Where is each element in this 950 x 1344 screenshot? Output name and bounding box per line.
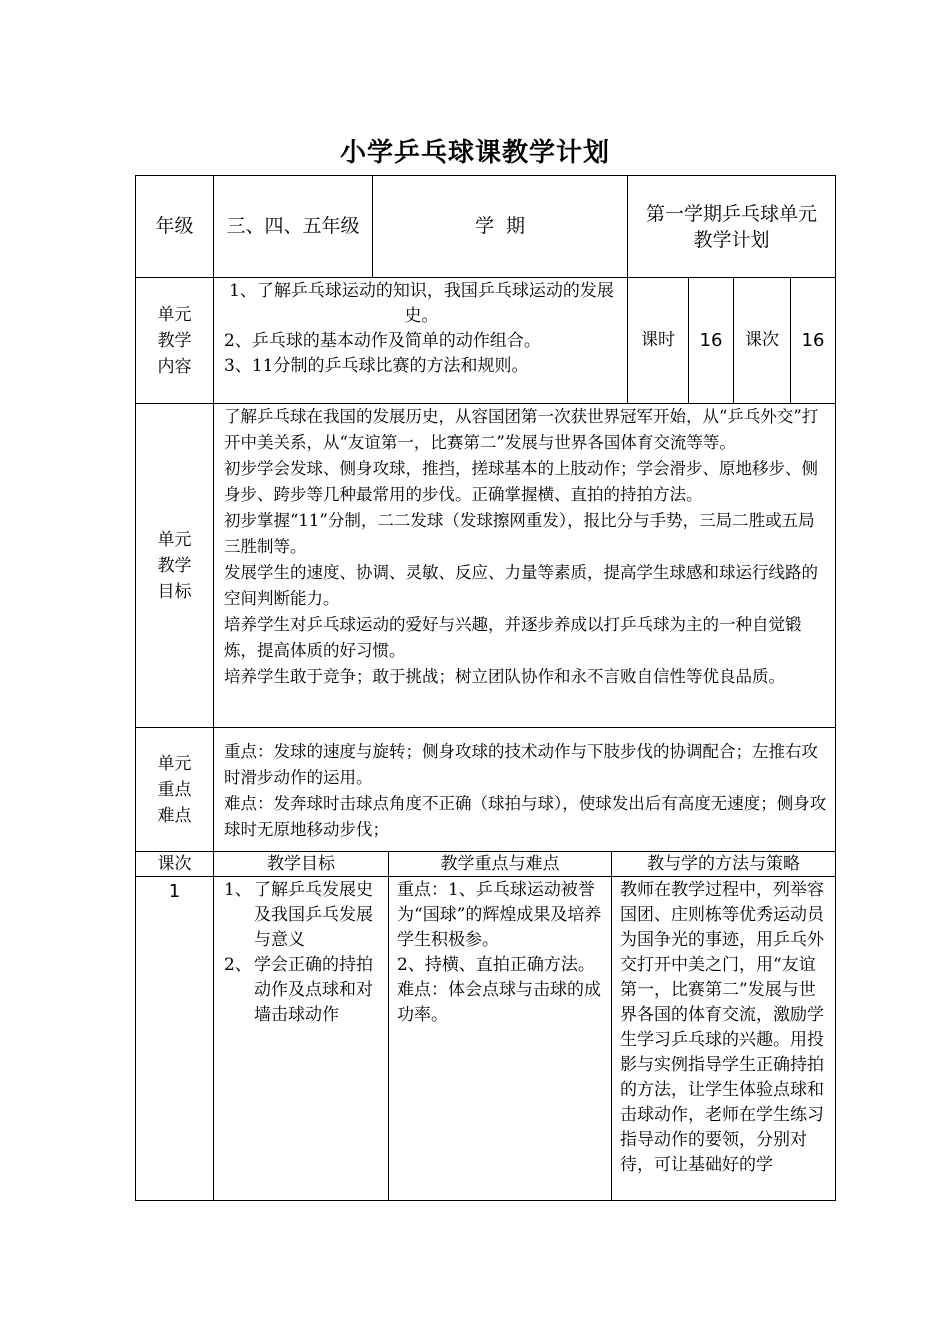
page-title: 小学乒乓球课教学计划 — [339, 138, 610, 168]
content-item: 2、乒乓球的基本动作及简单的动作组合。 — [224, 331, 541, 351]
grade-label: 年级 — [155, 215, 194, 237]
lesson-methods: 教师在教学过程中，列举容国团、庄则栋等优秀运动员为国争光的事迹，用乒乓外交打开中美之门，用“友谊第一，比赛第二”发展与世界各国的体育交流，激励学生学习乒乓球的兴趣。用投影与实例指导学生正确持拍的方法，让学生体验点球和击球动作，老师在学生练习指导动作的要领，分别对待，可让基础好的学 — [620, 880, 824, 1175]
goals-label: 单元教学目标 — [157, 529, 192, 602]
keypoints-label: 单元重点难点 — [157, 753, 192, 826]
lessons-header-goals: 教学目标 — [267, 853, 335, 874]
content-item: 1、了解乒乓球运动的知识，我国乒乓球运动的发展史。 — [229, 281, 614, 326]
goal-paragraph: 培养学生敢于竞争；敢于挑战；树立团队协作和永不言败自信性等优良品质。 — [224, 667, 785, 686]
hours-value: 16 — [699, 330, 723, 351]
lesson-keypoints — [389, 877, 611, 1200]
grade-value: 三、四、五年级 — [226, 215, 360, 237]
content-item: 3、11分制的乒乓球比赛的方法和规则。 — [224, 356, 529, 376]
lesson-keypoint: 难点：体会点球与击球的成功率。 — [397, 980, 601, 1025]
sessions-value: 16 — [801, 330, 825, 351]
content-label: 单元教学内容 — [157, 304, 192, 377]
sessions-label: 课次 — [745, 330, 779, 350]
lesson-goal-item: 2、 学会正确的持拍动作及点球和对墙击球动作 — [224, 955, 373, 1025]
lesson-goals — [214, 877, 388, 1200]
lessons-header-keypoints: 教学重点与难点 — [440, 853, 560, 874]
content-list — [214, 278, 627, 403]
keypoint-paragraph: 难点：发奔球时击球点角度不正确（球拍与球），使球发出后有高度无速度；侧身攻球时无原地移动步伐； — [224, 794, 827, 839]
goals-text — [214, 404, 835, 727]
goal-paragraph: 初步掌握“11”分制，二二发球（发球擦网重发），报比分与手势，三局二胜或五局三胜制等。 — [224, 511, 815, 556]
lesson-keypoint: 2、持横、直拍正确方法。 — [397, 955, 595, 975]
goal-paragraph: 发展学生的速度、协调、灵敏、反应、力量等素质，提高学生球感和球运行线路的空间判断能力。 — [224, 563, 818, 608]
goal-paragraph: 培养学生对乒乓球运动的爱好与兴趣，并逐步养成以打乒乓球为主的一种自觉锻炼，提高体质的好习惯。 — [224, 615, 802, 660]
goal-paragraph: 初步学会发球、侧身攻球，推挡，搓球基本的上肢动作；学会滑步、原地移步、侧身步、跨步等几种最常用的步伐。正确掌握横、直拍的持拍方法。 — [224, 459, 818, 504]
hours-label: 课时 — [641, 330, 675, 350]
goal-paragraph: 了解乒乓球在我国的发展历史，从容国团第一次获世界冠军开始，从“乒乓外交”打开中美关系，从“友谊第一，比赛第二”发展与世界各国体育交流等等。 — [224, 407, 819, 452]
keypoint-paragraph: 重点：发球的速度与旋转；侧身攻球的技术动作与下肢步伐的协调配合；左推右攻时滑步动作的运用。 — [224, 742, 818, 787]
term-label: 学 期 — [474, 215, 526, 237]
lesson-number: 1 — [168, 881, 181, 902]
keypoints-text — [214, 728, 835, 851]
lesson-goal-item: 1、 了解乒乓发展史及我国乒乓发展与意义 — [224, 880, 373, 950]
lessons-header-number: 课次 — [157, 853, 192, 874]
lessons-header-methods: 教与学的方法与策略 — [647, 853, 800, 874]
term-value: 第一学期乒乓球单元教学计划 — [645, 202, 817, 251]
lesson-keypoint: 重点：1、乒乓球运动被誉为“国球”的辉煌成果及培养学生积极参。 — [397, 880, 602, 950]
